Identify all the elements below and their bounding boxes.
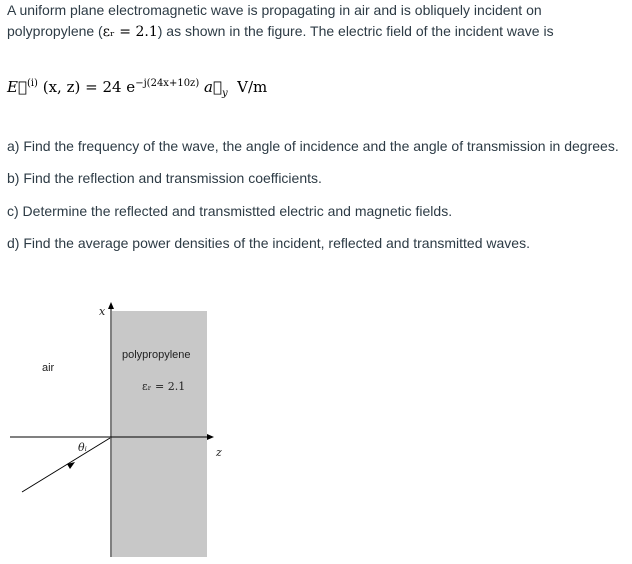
x-axis-arrowhead xyxy=(108,302,114,309)
eq-exponent: −j(24x+10z) xyxy=(135,78,200,89)
x-axis-label: x xyxy=(99,305,106,318)
polypropylene-region xyxy=(112,311,207,557)
eq-body: (x, z) = 24 e xyxy=(42,78,136,96)
incidence-figure xyxy=(0,295,632,564)
eq-field-symbol: E⃗ xyxy=(7,78,27,96)
question-d: d) Find the average power densities of the incident, reflected and transmitted waves. xyxy=(7,235,530,251)
incident-ray-arrowhead xyxy=(67,462,75,469)
eq-unit-vector: a⃗ xyxy=(204,78,222,96)
question-c: c) Determine the reflected and transmistted electric and magnetic fields. xyxy=(7,203,453,219)
z-axis-label: z xyxy=(216,446,222,459)
z-axis-arrowhead xyxy=(207,434,214,440)
incidence-angle-label: θᵢ xyxy=(78,441,87,454)
problem-intro xyxy=(7,0,607,43)
eq-units: V/m xyxy=(237,78,268,96)
incident-field-equation xyxy=(7,78,267,99)
intro-text-1: A uniform plane electromagnetic wave is propagating in air and is obliquely incident on polypropylene ( xyxy=(7,2,542,39)
incident-ray xyxy=(22,438,110,492)
question-b: b) Find the reflection and transmission coefficients. xyxy=(7,170,322,186)
question-a: a) Find the frequency of the wave, the angle of incidence and the angle of transmission in degrees. xyxy=(7,138,619,154)
polypropylene-permittivity-label: εᵣ = 2.1 xyxy=(142,380,186,393)
intro-text-2: ) as shown in the figure. The electric field of the incident wave is xyxy=(157,23,554,39)
intro-permittivity: εᵣ = 2.1 xyxy=(102,24,158,40)
eq-superscript: (i) xyxy=(26,78,38,89)
eq-unit-sub: y xyxy=(221,88,228,99)
air-label: air xyxy=(42,362,55,374)
polypropylene-label: polypropylene xyxy=(122,349,191,361)
